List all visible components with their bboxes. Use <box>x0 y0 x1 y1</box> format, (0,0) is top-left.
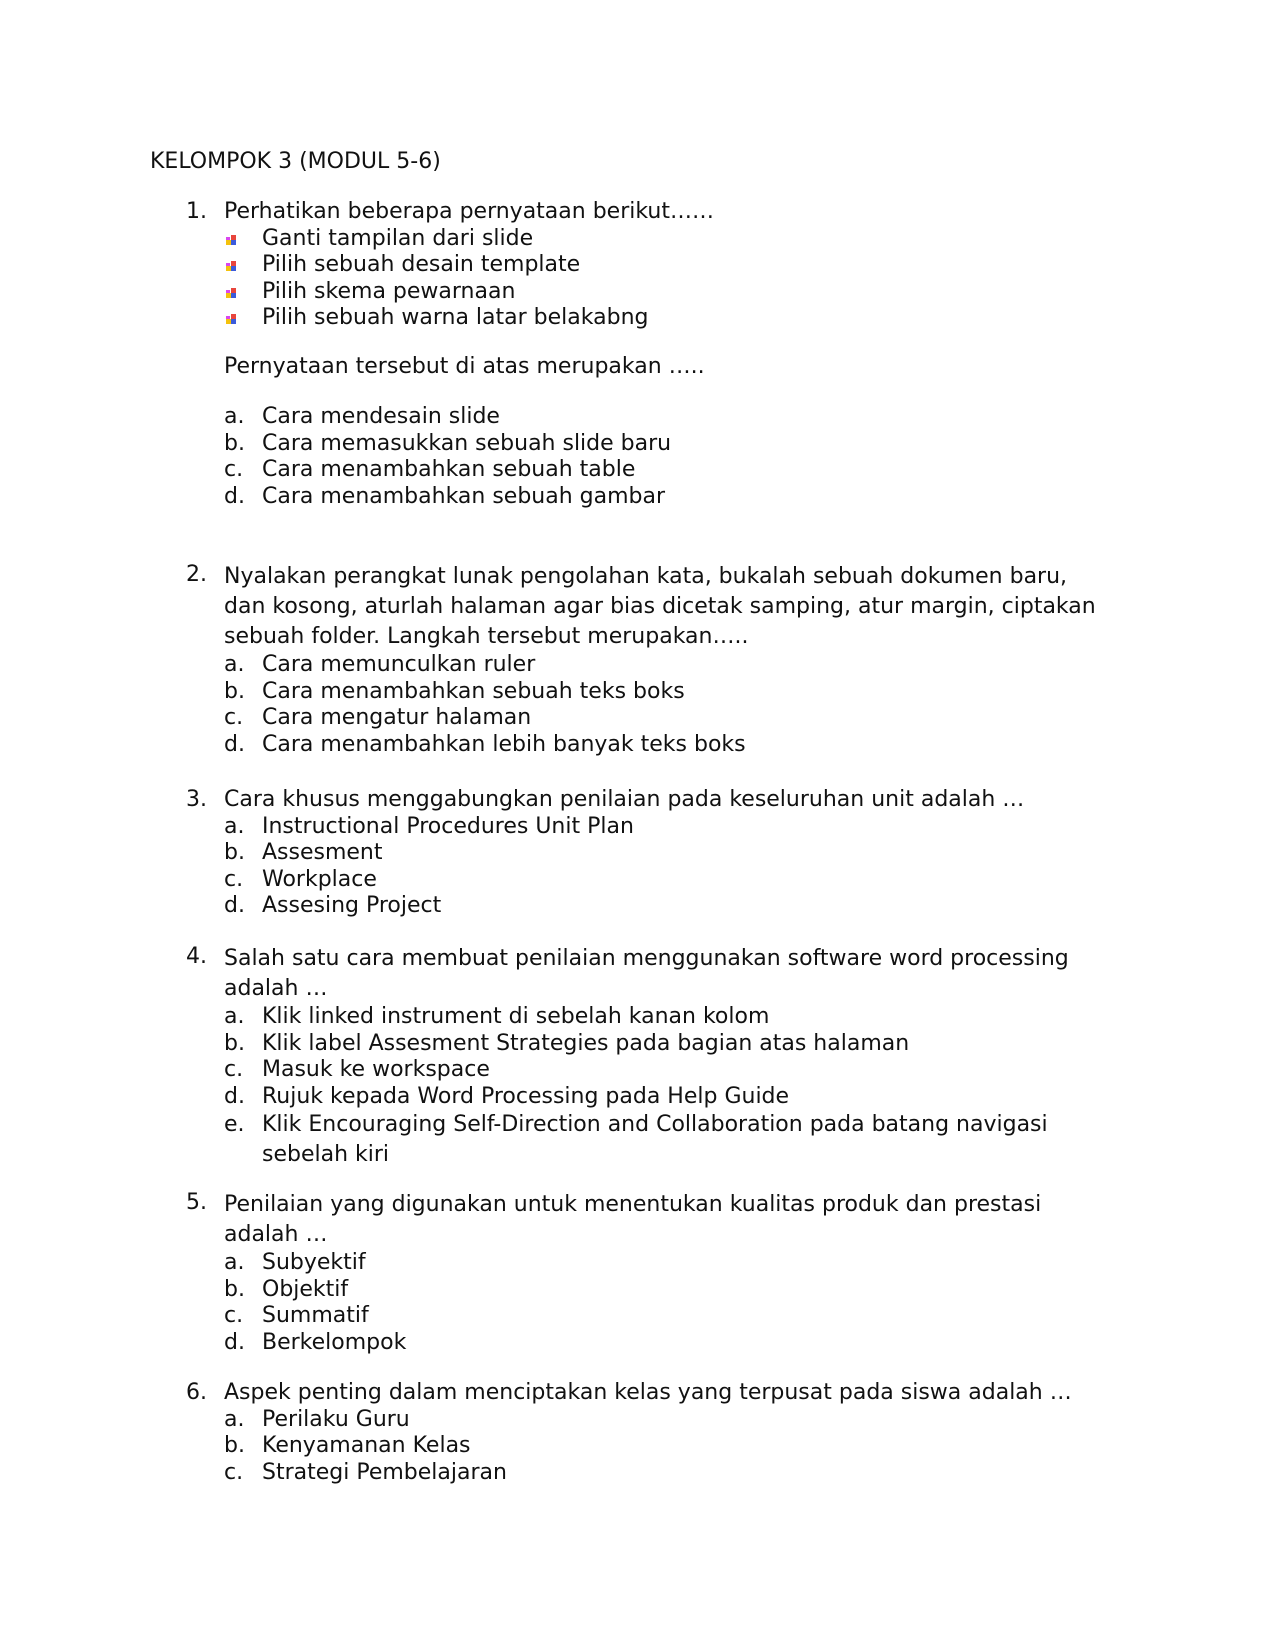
option-text: Klik linked instrument di sebelah kanan kolom <box>262 1004 770 1029</box>
option-text: Workplace <box>262 866 377 892</box>
option-letter: c. <box>224 705 244 730</box>
answer-options <box>224 404 1106 510</box>
answer-option-d[interactable] <box>224 1330 1106 1357</box>
option-letter: c. <box>224 1303 244 1328</box>
bullet-text: Pilih sebuah warna latar belakabng <box>262 305 649 330</box>
answer-option-d[interactable] <box>224 893 1106 920</box>
option-text: Berkelompok <box>262 1329 407 1355</box>
answer-option-c[interactable] <box>224 867 1106 894</box>
question-3 <box>186 787 1106 920</box>
question-5 <box>186 1190 1106 1356</box>
option-text: Objektif <box>262 1276 349 1302</box>
answer-option-c[interactable] <box>224 705 1106 732</box>
question-1 <box>186 199 1106 510</box>
option-letter: a. <box>224 813 245 839</box>
answer-option-a[interactable] <box>224 1407 1106 1434</box>
option-text: Perilaku Guru <box>262 1406 410 1432</box>
bullet-text: Pilih sebuah desain template <box>262 252 581 277</box>
answer-option-d[interactable] <box>224 732 1106 759</box>
answer-options <box>224 652 1106 758</box>
bullet-item <box>224 226 1106 253</box>
answer-option-b[interactable] <box>224 431 1106 458</box>
answer-option-c[interactable] <box>224 1057 1106 1084</box>
option-text: Subyektif <box>262 1250 366 1275</box>
answer-options <box>224 1004 1106 1170</box>
option-text: Rujuk kepada Word Processing pada Help Guide <box>262 1083 790 1109</box>
option-letter: a. <box>224 652 245 677</box>
option-letter: a. <box>224 1406 245 1432</box>
question-6 <box>186 1380 1106 1486</box>
option-text: Kenyamanan Kelas <box>262 1433 471 1458</box>
option-text: Cara memasukkan sebuah slide baru <box>262 430 672 456</box>
answer-options <box>224 1250 1106 1356</box>
question-number: 6. <box>186 1380 207 1405</box>
answer-option-a[interactable] <box>224 404 1106 431</box>
question-text: Salah satu cara membuat penilaian menggunakan software word processing adalah … <box>224 946 1069 1001</box>
answer-option-d[interactable] <box>224 1084 1106 1111</box>
document-title: KELOMPOK 3 (MODUL 5-6) <box>150 149 441 174</box>
question-4 <box>186 944 1106 1170</box>
option-letter: d. <box>224 483 245 509</box>
option-letter: c. <box>224 1057 244 1082</box>
bullet-item <box>224 279 1106 306</box>
answer-option-a[interactable] <box>224 1004 1106 1031</box>
option-text: Cara mendesain slide <box>262 404 500 429</box>
option-letter: d. <box>224 1329 245 1355</box>
question-text: Cara khusus menggabungkan penilaian pada keseluruhan unit adalah … <box>224 787 1025 812</box>
option-text: Cara memunculkan ruler <box>262 652 536 677</box>
option-text: Strategi Pembelajaran <box>262 1459 507 1485</box>
option-letter: c. <box>224 866 244 892</box>
question-text: Nyalakan perangkat lunak pengolahan kata, bukalah sebuah dokumen baru, dan kosong, aturlah halaman agar bias dicetak samping, atur margin, ciptakan sebuah folder. Langkah tersebut merupakan….. <box>224 564 1096 649</box>
option-letter: a. <box>224 1250 245 1275</box>
bullet-text: Pilih skema pewarnaan <box>262 278 516 304</box>
option-letter: d. <box>224 893 245 918</box>
answer-options <box>224 1407 1106 1487</box>
option-letter: d. <box>224 1083 245 1109</box>
option-letter: b. <box>224 1433 245 1458</box>
option-text: Klik Encouraging Self-Direction and Collaboration pada batang navigasi sebelah kiri <box>262 1112 1048 1167</box>
option-text: Summatif <box>262 1303 369 1328</box>
option-text: Assesment <box>262 840 383 865</box>
answer-option-b[interactable] <box>224 1433 1106 1460</box>
option-letter: a. <box>224 404 245 429</box>
answer-option-e[interactable] <box>224 1110 1106 1170</box>
answer-option-d[interactable] <box>224 484 1106 511</box>
option-text: Cara mengatur halaman <box>262 705 532 730</box>
option-letter: e. <box>224 1112 245 1137</box>
answer-option-b[interactable] <box>224 679 1106 706</box>
colorful-square-bullet-icon <box>226 260 238 272</box>
answer-option-c[interactable] <box>224 1460 1106 1487</box>
answer-option-a[interactable] <box>224 1250 1106 1277</box>
bullet-list <box>224 226 1106 332</box>
colorful-square-bullet-icon <box>226 313 238 325</box>
option-letter: c. <box>224 1459 244 1485</box>
option-text: Assesing Project <box>262 893 442 918</box>
bullet-item <box>224 305 1106 332</box>
answer-option-b[interactable] <box>224 1277 1106 1304</box>
bullet-text: Ganti tampilan dari slide <box>262 225 534 251</box>
answer-option-a[interactable] <box>224 652 1106 679</box>
bullet-item <box>224 252 1106 279</box>
answer-option-c[interactable] <box>224 1303 1106 1330</box>
question-number: 3. <box>186 787 207 812</box>
colorful-square-bullet-icon <box>226 234 238 246</box>
option-letter: b. <box>224 430 245 456</box>
option-letter: b. <box>224 1030 245 1056</box>
question-number: 1. <box>186 199 207 224</box>
colorful-square-bullet-icon <box>226 287 238 299</box>
option-text: Cara menambahkan sebuah table <box>262 457 636 482</box>
option-letter: a. <box>224 1004 245 1029</box>
option-letter: c. <box>224 457 244 482</box>
option-letter: b. <box>224 1276 245 1302</box>
option-text: Cara menambahkan lebih banyak teks boks <box>262 731 746 757</box>
question-number: 4. <box>186 944 207 969</box>
option-text: Cara menambahkan sebuah teks boks <box>262 678 685 704</box>
answer-option-b[interactable] <box>224 840 1106 867</box>
answer-option-a[interactable] <box>224 814 1106 841</box>
option-letter: b. <box>224 678 245 704</box>
option-letter: d. <box>224 731 245 757</box>
question-2 <box>186 562 1106 758</box>
question-number: 2. <box>186 562 207 587</box>
question-stem: Pernyataan tersebut di atas merupakan ….. <box>224 353 705 379</box>
answer-options <box>224 814 1106 920</box>
option-text: Klik label Assesment Strategies pada bagian atas halaman <box>262 1030 910 1056</box>
option-text: Masuk ke workspace <box>262 1057 490 1082</box>
answer-option-b[interactable] <box>224 1031 1106 1058</box>
question-text: Aspek penting dalam menciptakan kelas yang terpusat pada siswa adalah … <box>224 1380 1072 1405</box>
question-text: Penilaian yang digunakan untuk menentukan kualitas produk dan prestasi adalah … <box>224 1192 1042 1247</box>
answer-option-c[interactable] <box>224 457 1106 484</box>
question-number: 5. <box>186 1190 207 1215</box>
option-letter: b. <box>224 840 245 865</box>
option-text: Cara menambahkan sebuah gambar <box>262 483 666 509</box>
question-text: Perhatikan beberapa pernyataan berikut…… <box>224 199 714 224</box>
option-text: Instructional Procedures Unit Plan <box>262 813 634 839</box>
